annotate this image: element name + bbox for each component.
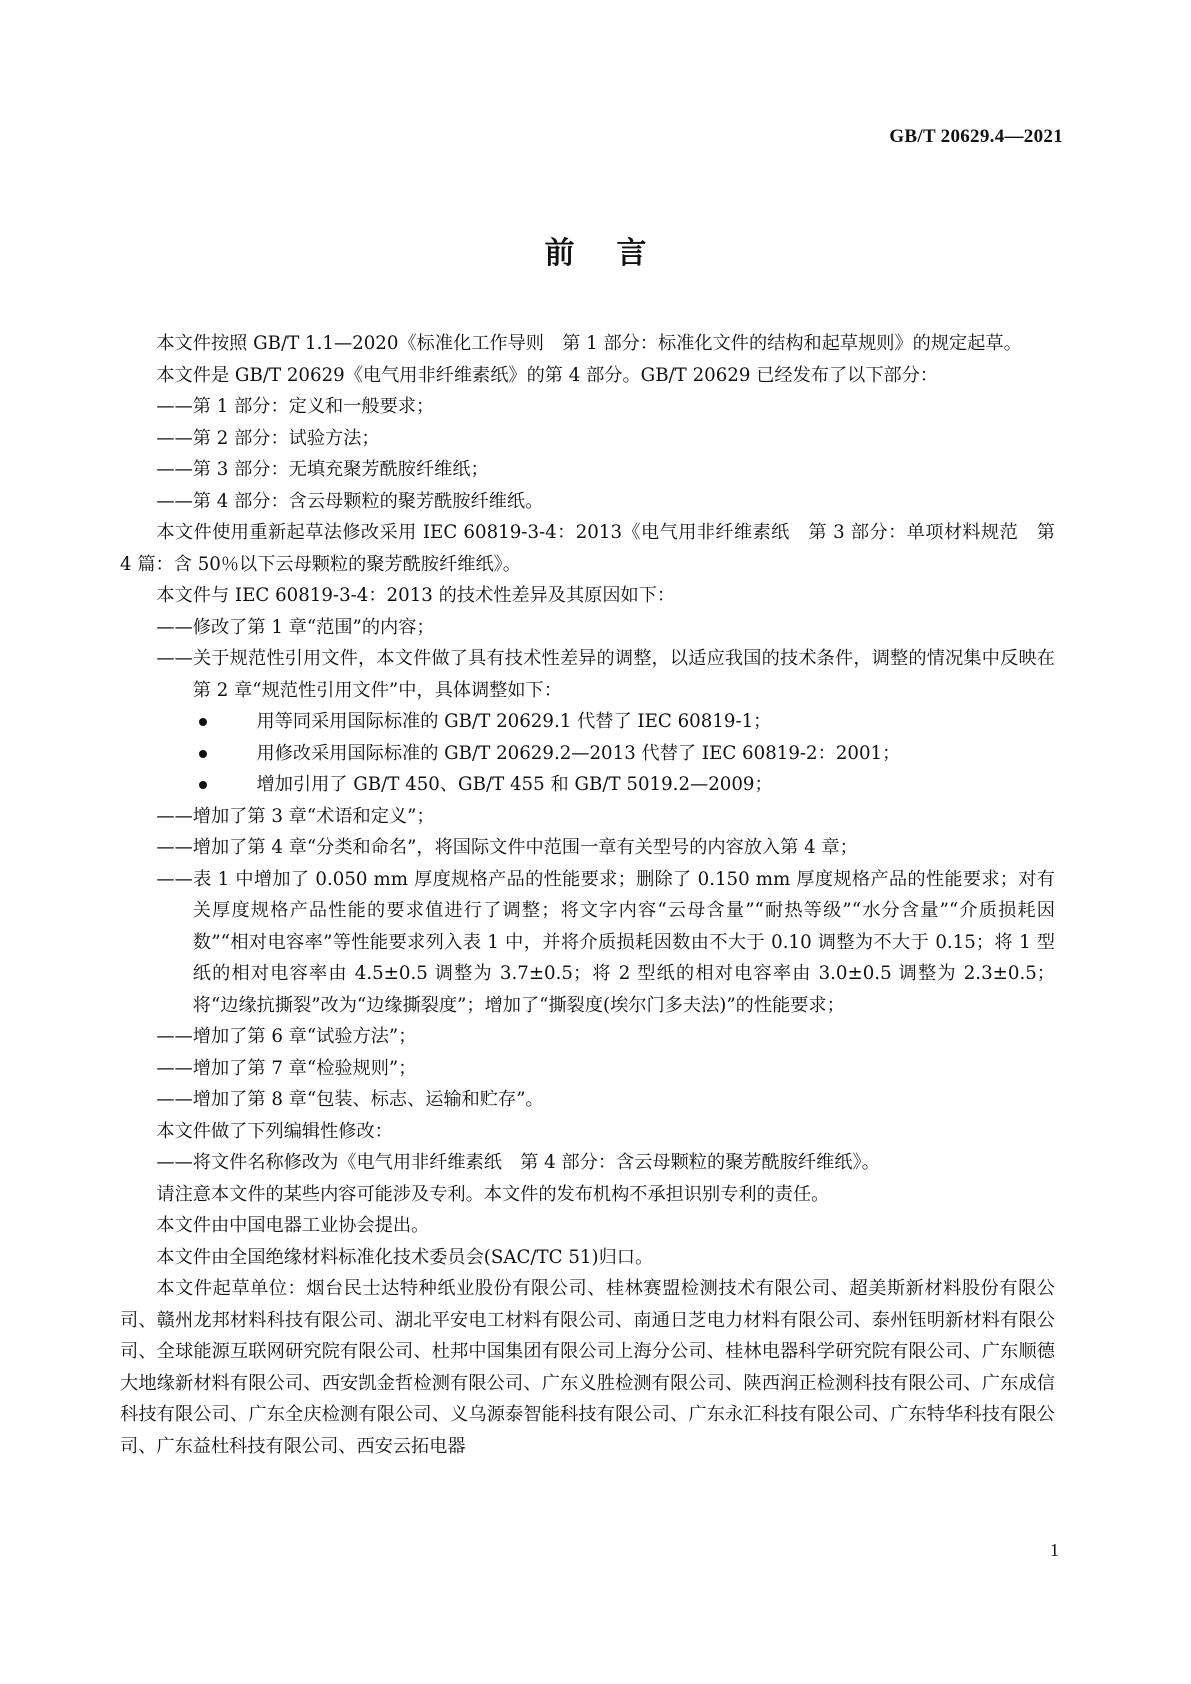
bullet-item <box>120 738 1055 770</box>
dash-list-item: ——第 4 部分：含云母颗粒的聚芳酰胺纤维纸。 <box>156 490 544 512</box>
dash-list-item: ——增加了第 8 章“包装、标志、运输和贮存”。 <box>156 1089 544 1110</box>
dash-list-item: ——增加了第 6 章“试验方法”； <box>156 1026 417 1047</box>
dash-list-item: ——增加了第 4 章“分类和命名”，将国际文件中范围一章有关型号的内容放入第 4 章； <box>156 837 858 858</box>
bullet-dot-icon <box>199 750 207 758</box>
paragraph: 请注意本文件的某些内容可能涉及专利。本文件的发布机构不承担识别专利的责任。 <box>156 1183 830 1205</box>
page-title: 前言 <box>544 236 689 271</box>
dash-list-item: ——修改了第 1 章“范围”的内容； <box>156 616 435 638</box>
paragraph: 本文件与 IEC 60819-3-4：2013 的技术性差异及其原因如下： <box>156 585 676 606</box>
dash-list-item: ——第 1 部分：定义和一般要求； <box>156 396 435 417</box>
foreword-body <box>120 328 1055 1462</box>
bullet-item <box>120 706 1055 738</box>
bullet-text: 用等同采用国际标准的 GB/T 20629.1 代替了 IEC 60819-1； <box>256 711 772 732</box>
page-number: 1 <box>1050 1540 1059 1560</box>
bullet-dot-icon <box>199 781 207 789</box>
paragraph: 本文件按照 GB/T 1.1—2020《标准化工作导则 第 1 部分：标准化文件的结构和起草规则》的规定起草。 <box>156 333 1022 354</box>
dash-list-item: ——第 2 部分：试验方法； <box>156 427 380 449</box>
paragraph: 本文件起草单位：烟台民士达特种纸业股份有限公司、桂林赛盟检测技术有限公司、超美斯新材料股份有限公司、赣州龙邦材料科技有限公司、湖北平安电工材料有限公司、南通日芝电力材料有限公司、泰州钰明新材料有限公司、全球能源互联网研究院有限公司、杜邦中国集团有限公司上海分公司、桂林电器科学研究院有限公司、广东顺德大地缘新材料有限公司、西安凯金哲检测有限公司、广东义胜检测有限公司、陕西润正检测科技有限公司、广东成信科技有限公司、广东全庆检测有限公司、义乌源泰智能科技有限公司、广东永汇科技有限公司、广东特华科技有限公司、广东益杜科技有限公司、西安云拓电器 <box>120 1278 1055 1457</box>
standard-number: GB/T 20629.4—2021 <box>889 126 1063 147</box>
paragraph: 本文件由全国绝缘材料标准化技术委员会(SAC/TC 51)归口。 <box>156 1246 654 1268</box>
dash-list-item: ——表 1 中增加了 0.050 mm 厚度规格产品的性能要求；删除了 0.150 mm 厚度规格产品的性能要求；对有关厚度规格产品性能的要求值进行了调整；将文字内容“云母含量”“耐热等级”“水分含量”“介质损耗因数”“相对电容率”等性能要求列入表 1 中，并将介质损耗因数由不大于 0.10 调整为不大于 0.15；将 1 型纸的相对电容率由 4.5±0.5 调整为 3.7±0.5；将 2 型纸的相对电容率由 3.0±0.5 调整为 2.3±0.5；将“边缘抗撕裂”改为“边缘撕裂度”；增加了“撕裂度(埃尔门多夫法)”的性能要求； <box>156 868 1055 1016</box>
paragraph: 本文件由中国电器工业协会提出。 <box>156 1215 430 1236</box>
dash-list-item: ——增加了第 7 章“检验规则”； <box>156 1057 417 1079</box>
bullet-text: 用修改采用国际标准的 GB/T 20629.2—2013 代替了 IEC 60819-2：2001； <box>256 742 901 764</box>
dash-list-item: ——关于规范性引用文件，本文件做了具有技术性差异的调整，以适应我国的技术条件，调整的情况集中反映在第 2 章“规范性引用文件”中，具体调整如下： <box>156 648 1055 701</box>
bullet-item <box>120 769 1055 801</box>
paragraph: 本文件是 GB/T 20629《电气用非纤维素纸》的第 4 部分。GB/T 20629 已经发布了以下部分： <box>156 364 939 386</box>
paragraph: 本文件使用重新起草法修改采用 IEC 60819-3-4：2013《电气用非纤维素纸 第 3 部分：单项材料规范 第 4 篇：含 50％以下云母颗粒的聚芳酰胺纤维纸》。 <box>120 522 1055 575</box>
dash-list-item: ——将文件名称修改为《电气用非纤维素纸 第 4 部分：含云母颗粒的聚芳酰胺纤维纸》。 <box>156 1152 880 1173</box>
dash-list-item: ——增加了第 3 章“术语和定义”； <box>156 805 435 827</box>
paragraph: 本文件做了下列编辑性修改： <box>156 1120 393 1142</box>
dash-list-item: ——第 3 部分：无填充聚芳酰胺纤维纸； <box>156 459 489 480</box>
bullet-dot-icon <box>199 718 207 726</box>
bullet-text: 增加引用了 GB/T 450、GB/T 455 和 GB/T 5019.2—2009； <box>256 774 773 795</box>
